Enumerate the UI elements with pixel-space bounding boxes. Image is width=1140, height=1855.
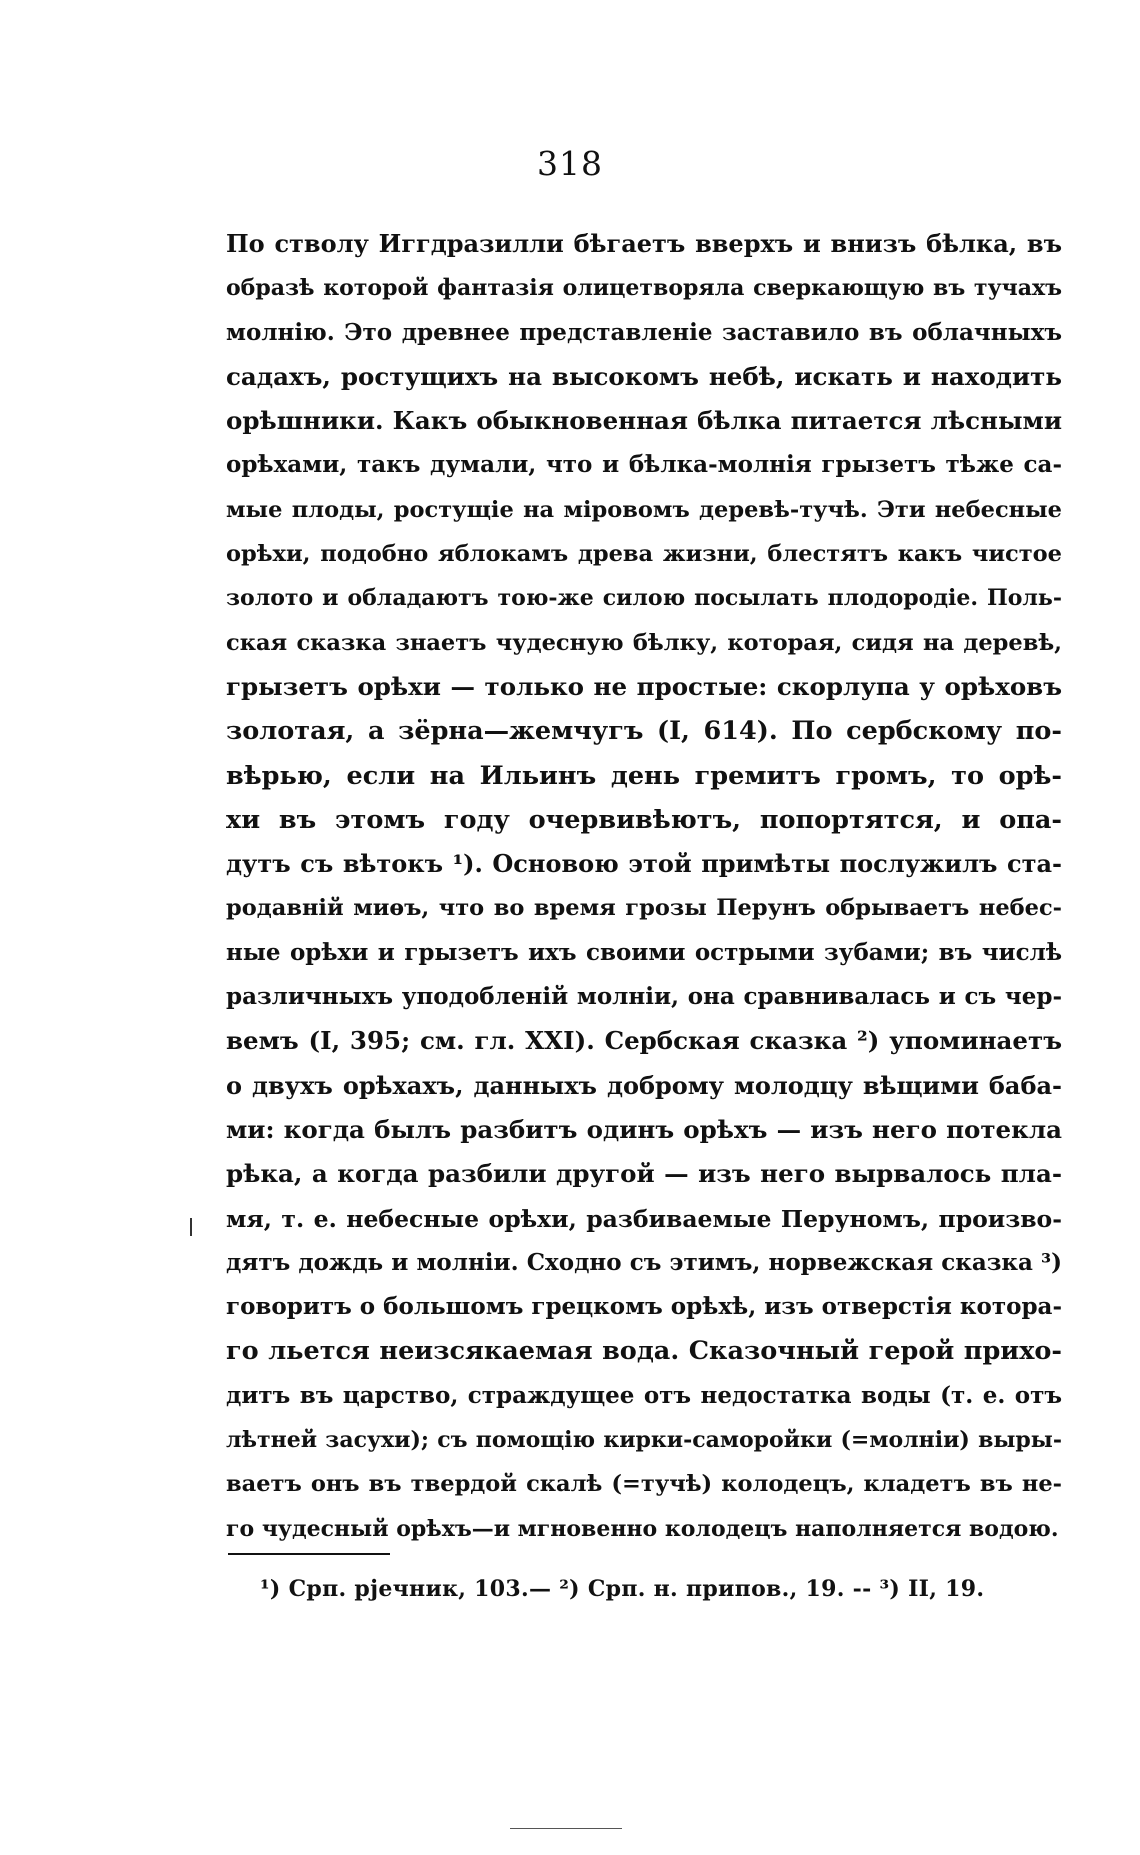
text-line: орѣхами, такъ думали, что и бѣлка-молнія грызетъ тѣже са-: [226, 451, 1062, 479]
text-line: рѣка, а когда разбили другой — изъ него вырвалось пла-: [226, 1159, 1062, 1189]
text-line: образѣ которой фантазія олицетворяла сверкающую въ тучахъ: [226, 275, 1062, 302]
text-line: ская сказка знаетъ чудесную бѣлку, которая, сидя на деревѣ,: [226, 629, 1062, 656]
text-line: золотая, а зёрна—жемчугъ (I, 614). По сербскому по-: [226, 716, 1062, 747]
text-line: дитъ въ царство, страждущее отъ недостатка воды (т. е. отъ: [226, 1381, 1062, 1409]
text-line: ные орѣхи и грызетъ ихъ своими острыми зубами; въ числѣ: [226, 938, 1062, 966]
text-line: садахъ, ростущихъ на высокомъ небѣ, искать и находить: [226, 361, 1062, 391]
text-line: грызетъ орѣхи — только не простые: скорлупа у орѣховъ: [226, 671, 1062, 701]
text-line: ми: когда былъ разбитъ одинъ орѣхъ — изъ него потекла: [226, 1114, 1062, 1144]
text-line: различныхъ уподобленій молніи, она сравнивалась и съ чер-: [226, 983, 1062, 1011]
text-line: молнію. Это древнее представленіе заставило въ облачныхъ: [226, 318, 1062, 346]
text-line: дутъ съ вѣтокъ ¹). Основою этой примѣты послужилъ ста-: [226, 849, 1062, 879]
text-line: орѣшники. Какъ обыкновенная бѣлка питается лѣсными: [226, 406, 1062, 436]
text-line: золото и обладаютъ тою-же силою посылать плодородіе. Поль-: [226, 585, 1062, 612]
text-line: говоритъ о большомъ грецкомъ орѣхѣ, изъ отверстія котора-: [226, 1293, 1062, 1321]
text-line: го чудесный орѣхъ—и мгновенно колодецъ наполняется водою.: [226, 1515, 1059, 1542]
text-line: дятъ дождь и молніи. Сходно съ этимъ, норвежская сказка ³): [226, 1248, 1062, 1276]
text-line: мые плоды, ростущіе на міровомъ деревѣ-тучѣ. Эти небесные: [226, 496, 1062, 523]
text-line: По стволу Иггдразилли бѣгаетъ вверхъ и внизъ бѣлка, въ: [226, 229, 1062, 258]
text-line: ваетъ онъ въ твердой скалѣ (=тучѣ) колодецъ, кладетъ въ не-: [226, 1471, 1062, 1498]
page-number: 318: [537, 144, 603, 183]
bottom-rule: [510, 1828, 622, 1829]
margin-mark: [190, 1218, 192, 1236]
text-line: го льется неизсякаемая вода. Сказочный герой прихо-: [226, 1336, 1062, 1367]
text-line: вемъ (I, 395; см. гл. XXI). Сербская сказка ²) упоминаетъ: [226, 1026, 1062, 1056]
text-line: вѣрью, если на Ильинъ день гремитъ громъ, то орѣ-: [226, 760, 1062, 791]
body-text: [226, 222, 1062, 1551]
text-line: родавній миѳъ, что во время грозы Перунъ обрываетъ небес-: [226, 895, 1062, 922]
text-line: орѣхи, подобно яблокамъ древа жизни, блестятъ какъ чистое: [226, 541, 1062, 568]
text-line: мя, т. е. небесные орѣхи, разбиваемые Перуномъ, произво-: [226, 1204, 1062, 1233]
footnotes: ¹) Срп. рјечник, 103.— ²) Срп. н. припов., 19. -- ³) II, 19.: [260, 1576, 985, 1602]
text-line: лѣтней засухи); съ помощію кирки-саморойки (=молніи) выры-: [226, 1427, 1062, 1454]
text-line: о двухъ орѣхахъ, данныхъ доброму молодцу вѣщими баба-: [226, 1070, 1062, 1100]
footnote-rule: [228, 1553, 390, 1555]
text-line: хи въ этомъ году очервивѣютъ, попортятся, и опа-: [226, 804, 1062, 835]
